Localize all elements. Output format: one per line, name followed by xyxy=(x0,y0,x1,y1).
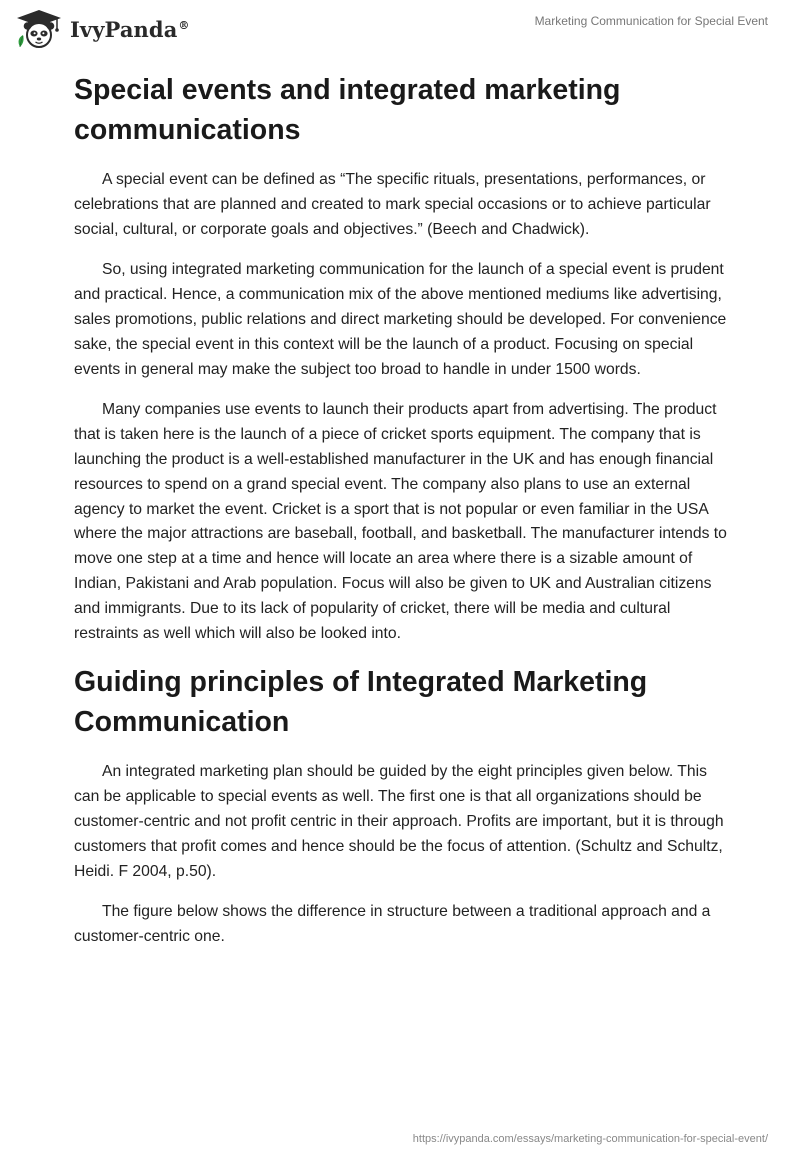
ivypanda-logo[interactable] xyxy=(14,9,190,49)
paragraph: Many companies use events to launch their products apart from advertising. The product that is taken here is the launch of a piece of cricket sports equipment. The company that is launching the product is a well-established manufacturer in the UK and has enough financial resources to spend on a grand special event. The company also plans to use an external agency to market the event. Cricket is a sport that is not popular or even familiar in the USA where the major attractions are baseball, football, and basketball. The manufacturer intends to move one step at a time and hence will locate an area where there is a sizable amount of Indian, Pakistani and Arab population. Focus will also be given to UK and Australian citizens and immigrants. Due to its lack of popularity of cricket, there will be media and cultural restraints as well which will also be looked into. xyxy=(74,401,727,642)
brand-name: IvyPanda® xyxy=(70,16,190,42)
source-url[interactable]: https://ivypanda.com/essays/marketing-communication-for-special-event/ xyxy=(412,1133,768,1145)
page-header xyxy=(0,0,800,62)
article-body xyxy=(74,70,734,966)
registered-mark: ® xyxy=(178,18,190,32)
section-heading: Special events and integrated marketing communications xyxy=(74,74,621,146)
paragraph: So, using integrated marketing communication for the launch of a special event is prudent and practical. Hence, a communication mix of the above mentioned mediums like advertising, sales promotions, public relations and direct marketing should be developed. For convenience sake, the special event in this context will be the launch of a product. Focusing on special events in general may make the subject too broad to handle in under 1500 words. xyxy=(74,261,727,378)
section-heading: Guiding principles of Integrated Marketing Communication xyxy=(74,666,648,739)
panda-icon xyxy=(14,9,64,49)
document-title: Marketing Communication for Special Event xyxy=(534,14,768,28)
paragraph: An integrated marketing plan should be guided by the eight principles given below. This can be applicable to special events as well. The first one is that all organizations should be customer-centric and not profit centric in their approach. Profits are important, but it is through customers that profit comes and hence should be the focus of attention. (Schultz and Schultz, Heidi. F 2004, p.50). xyxy=(74,763,724,880)
paragraph: The figure below shows the difference in structure between a traditional approach and a customer-centric one. xyxy=(74,903,711,946)
paragraph: A special event can be defined as “The specific rituals, presentations, performances, or celebrations that are planned and created to mark special occasions or to achieve particular social, cultural, or corporate goals and objectives.” (Beech and Chadwick). xyxy=(74,171,711,238)
